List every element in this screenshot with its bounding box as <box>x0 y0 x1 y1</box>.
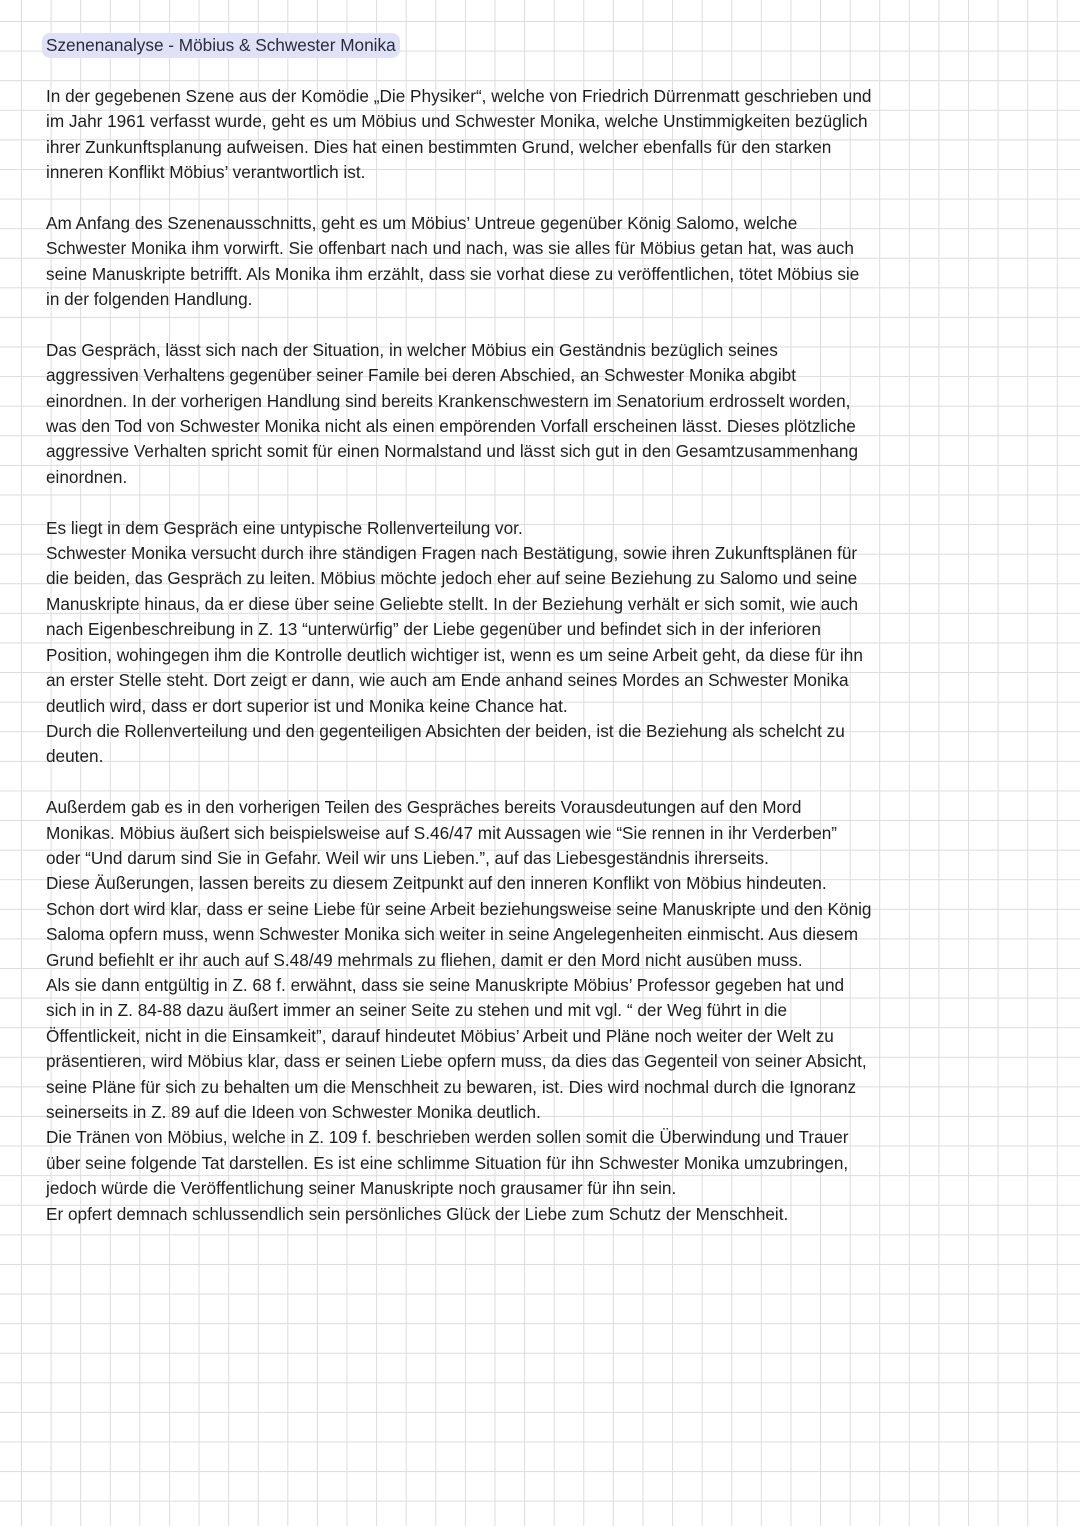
text-line: jedoch würde die Veröffentlichung seiner Manuskripte noch grausamer für ihn sein. <box>46 1178 677 1199</box>
text-line: sich in in Z. 84-88 dazu äußert immer an seiner Seite zu stehen und mit vgl. “ der Weg führt in die <box>46 1000 788 1021</box>
text-line: Als sie dann entgültig in Z. 68 f. erwähnt, dass sie seine Manuskripte Möbius’ Professor gegeben hat und <box>46 974 845 995</box>
text-line: in der folgenden Handlung. <box>46 289 253 310</box>
text-line: Er opfert demnach schlussendlich sein persönliches Glück der Liebe zum Schutz der Menschheit. <box>46 1203 789 1224</box>
text-line: einordnen. <box>46 466 128 487</box>
text-line: Schwester Monika ihm vorwirft. Sie offenbart nach und nach, was sie alles für Möbius getan hat, was auch <box>46 238 854 259</box>
text-line: die beiden, das Gespräch zu leiten. Möbius möchte jedoch eher auf seine Beziehung zu Salomo und seine <box>46 568 858 589</box>
text-line: aggressiven Verhaltens gegenüber seiner Famile bei deren Abschied, an Schwester Monika abgibt <box>46 365 797 386</box>
text-line: Schon dort wird klar, dass er seine Liebe für seine Arbeit beziehungsweise seine Manuskripte und den König <box>46 898 872 919</box>
text-line: was den Tod von Schwester Monika nicht als einen empörenden Vorfall erscheinen lässt. Dieses plötzliche <box>46 416 856 437</box>
text-line: Am Anfang des Szenenausschnitts, geht es um Möbius’ Untreue gegenüber König Salomo, welche <box>46 212 798 233</box>
paragraph <box>46 795 1056 1227</box>
text-line: Position, wohingegen ihm die Kontrolle deutlich wichtiger ist, wenn es um seine Arbeit geht, da diese für ihn <box>46 644 863 665</box>
text-line: ihrer Zunkunftsplanung aufweisen. Dies hat einen bestimmten Grund, welcher ebenfalls für den starken <box>46 136 832 157</box>
text-line: Grund befiehlt er ihr auch auf S.48/49 mehrmals zu fliehen, damit er den Mord nicht ausüben muss. <box>46 949 803 970</box>
text-line: Die Tränen von Möbius, welche in Z. 109 f. beschrieben werden sollen somit die Überwindung und Trauer <box>46 1127 849 1148</box>
text-line: Außerdem gab es in den vorherigen Teilen des Gespräches bereits Vorausdeutungen auf den Mord <box>46 797 802 818</box>
paragraph <box>46 516 1056 770</box>
paragraph <box>46 84 1056 186</box>
document <box>46 33 1056 1227</box>
text-line: an erster Stelle steht. Dort zeigt er dann, wie auch am Ende anhand seines Mordes an Schwester Monika <box>46 670 849 691</box>
text-line: über seine folgende Tat darstellen. Es ist eine schlimme Situation für ihn Schwester Monika umzubringen, <box>46 1152 849 1173</box>
text-line: einordnen. In der vorherigen Handlung sind bereits Krankenschwestern im Senatorium erdrosselt worden, <box>46 390 851 411</box>
text-line: seine Pläne für sich zu behalten um die Menschheit zu bewaren, ist. Dies wird nochmal durch die Ignoranz <box>46 1076 857 1097</box>
paragraph <box>46 338 1056 490</box>
text-line: Diese Äußerungen, lassen bereits zu diesem Zeitpunkt auf den inneren Konflikt von Möbius hindeuten. <box>46 873 827 894</box>
text-line: In der gegebenen Szene aus der Komödie „Die Physiker“, welche von Friedrich Dürrenmatt geschrieben und <box>46 85 872 106</box>
text-line: deutlich wird, dass er dort superior ist und Monika keine Chance hat. <box>46 695 568 716</box>
text-line: Das Gespräch, lässt sich nach der Situation, in welcher Möbius ein Geständnis bezüglich seines <box>46 339 778 360</box>
text-line: im Jahr 1961 verfasst wurde, geht es um Möbius und Schwester Monika, welche Unstimmigkeiten bezüglich <box>46 111 868 132</box>
text-line: nach Eigenbeschreibung in Z. 13 “unterwürfig” der Liebe gegenüber und befindet sich in der inferioren <box>46 619 821 640</box>
text-line: Schwester Monika versucht durch ihre ständigen Fragen nach Bestätigung, sowie ihren Zukunftsplänen für <box>46 543 858 564</box>
paragraph <box>46 211 1056 313</box>
text-line: inneren Konflikt Möbius’ verantwortlich ist. <box>46 162 366 183</box>
text-line: oder “Und darum sind Sie in Gefahr. Weil wir uns Lieben.”, auf das Liebesgeständnis ihrerseits. <box>46 847 769 868</box>
text-line: präsentieren, wird Möbius klar, dass er seinen Liebe opfern muss, da dies das Gegenteil von seiner Absicht, <box>46 1051 867 1072</box>
text-line: Es liegt in dem Gespräch eine untypische Rollenverteilung vor. <box>46 517 523 538</box>
document-body <box>46 84 1056 1227</box>
document-title: Szenenanalyse - Möbius & Schwester Monika <box>42 33 400 58</box>
text-line: Monikas. Möbius äußert sich beispielsweise auf S.46/47 mit Aussagen wie “Sie rennen in ihr Verderben” <box>46 822 838 843</box>
text-line: aggressive Verhalten spricht somit für einen Normalstand und lässt sich gut in den Gesamtzusammenhang <box>46 441 859 462</box>
text-line: Durch die Rollenverteilung und den gegenteiligen Absichten der beiden, ist die Beziehung als schelcht zu <box>46 720 845 741</box>
text-line: seine Manuskripte betrifft. Als Monika ihm erzählt, dass sie vorhat diese zu veröffentlichen, tötet Möbius sie <box>46 263 860 284</box>
text-line: deuten. <box>46 746 104 767</box>
text-line: Saloma opfern muss, wenn Schwester Monika sich weiter in seine Angelegenheiten einmischt. Aus diesem <box>46 924 859 945</box>
text-line: seinerseits in Z. 89 auf die Ideen von Schwester Monika deutlich. <box>46 1101 541 1122</box>
text-line: Öffentlickeit, nicht in die Einsamkeit”, darauf hindeutet Möbius’ Arbeit und Pläne noch weiter der Welt zu <box>46 1025 834 1046</box>
text-line: Manuskripte hinaus, da er diese über seine Geliebte stellt. In der Beziehung verhält er sich somit, wie auch <box>46 593 859 614</box>
